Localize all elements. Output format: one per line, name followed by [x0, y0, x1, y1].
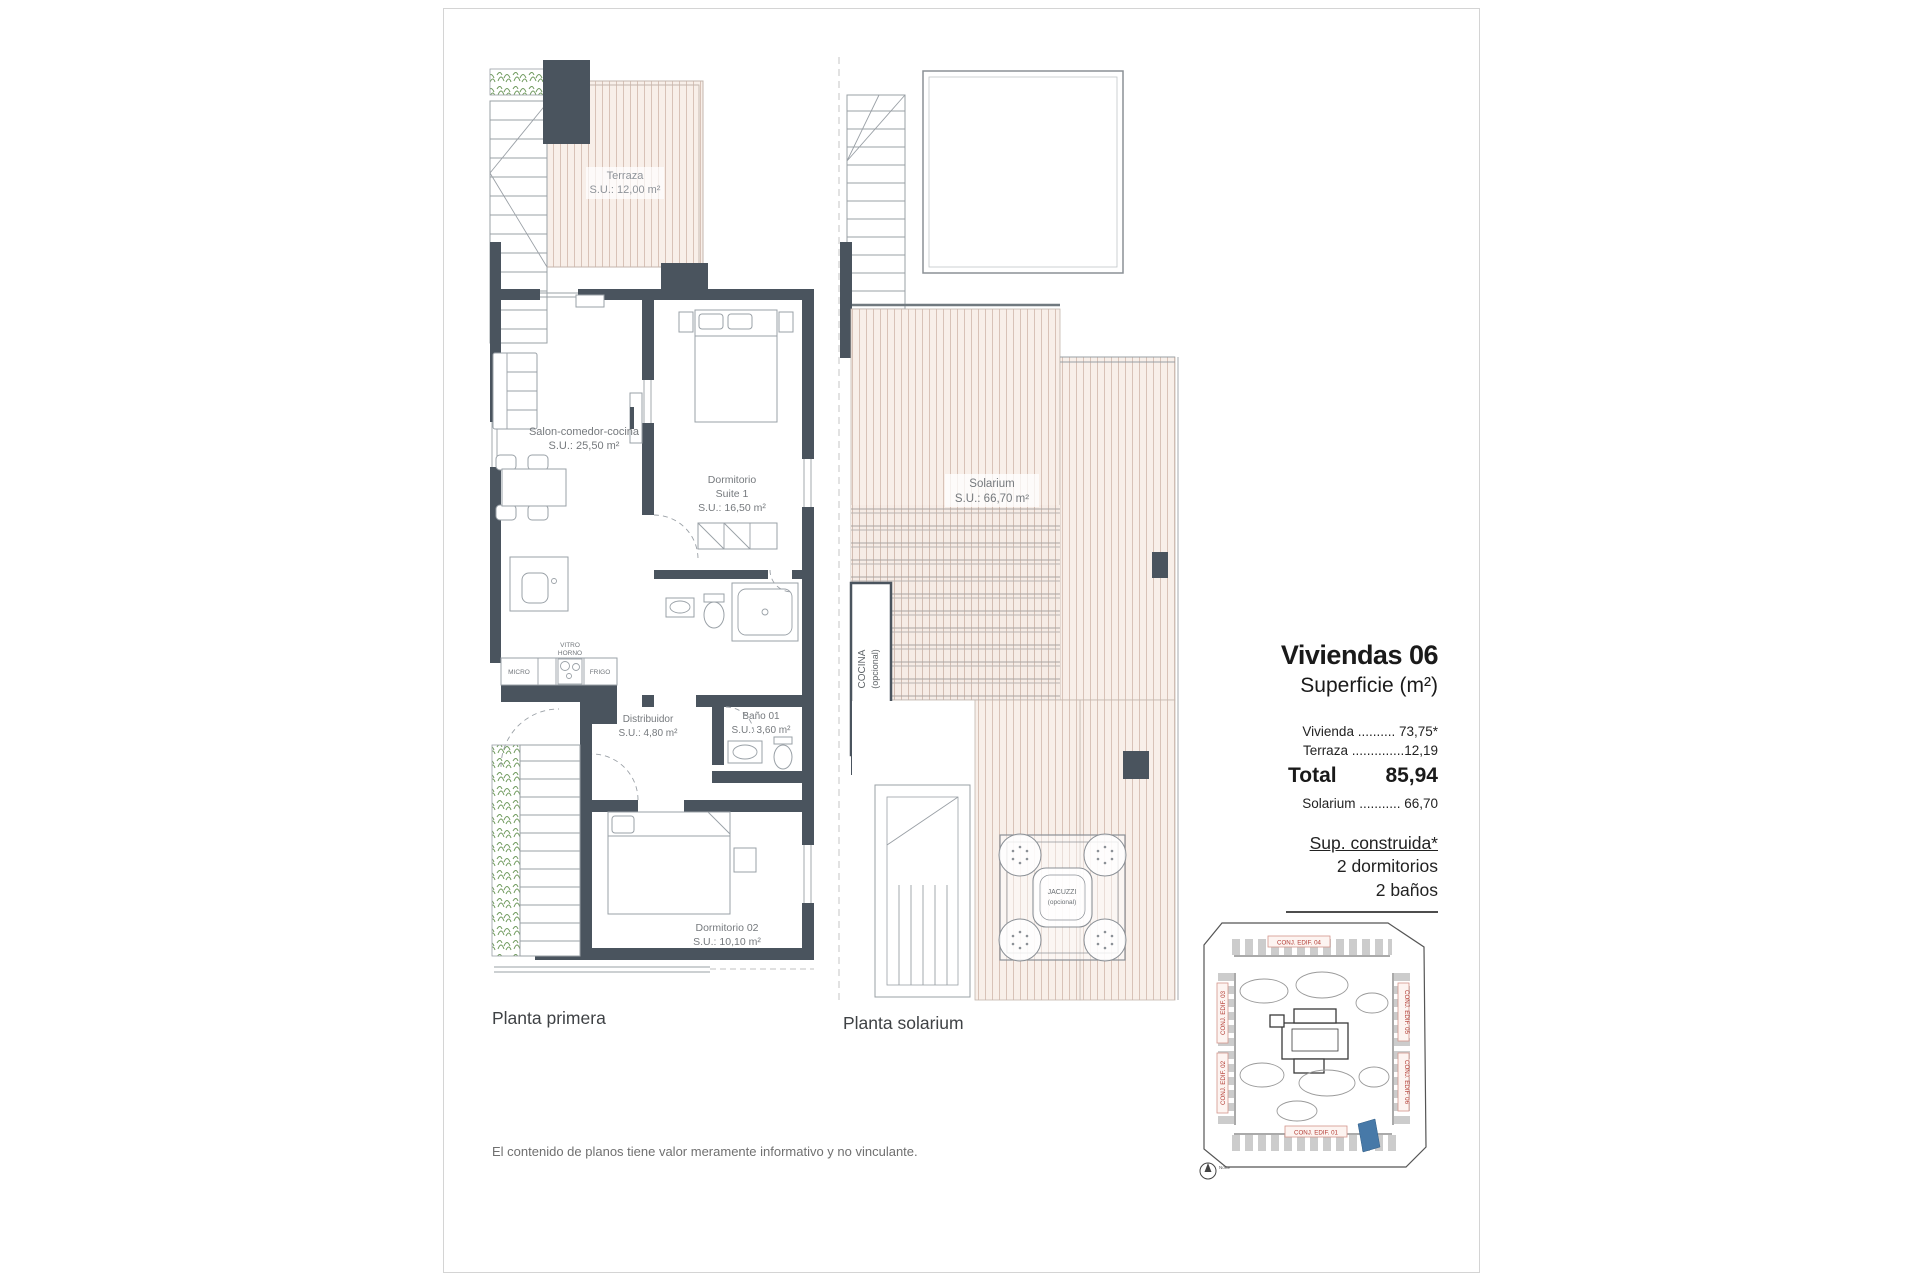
lower-staircase: [520, 745, 580, 956]
railing: [494, 967, 814, 972]
room-label-terraza: Terraza: [606, 170, 644, 182]
north-arrow-icon: [1200, 1163, 1231, 1179]
edif-03-label: CONJ. EDIF. 03: [1220, 990, 1227, 1036]
sideboard: [576, 295, 604, 307]
ensuite-fixtures: [666, 583, 798, 641]
info-panel: [1240, 640, 1438, 811]
toilet: [704, 594, 724, 602]
jacuzzi-sublabel: (opcional): [1047, 899, 1077, 906]
kitchen-island: [510, 557, 568, 611]
room-area-solarium: S.U.: 66,70 m²: [954, 493, 1030, 505]
room-label-salon: Salon-comedor-cocina: [528, 426, 640, 438]
edif-06-label: CONJ. EDIF. 06: [1403, 1059, 1410, 1105]
jacuzzi: [999, 834, 1126, 961]
suite-bed: [679, 310, 793, 422]
caption-planta-primera: Planta primera: [492, 1008, 606, 1028]
planta-solarium-plan: [835, 45, 1185, 1010]
garden-planter: [492, 745, 520, 956]
room-label-bano: Baño 01: [742, 711, 780, 722]
bano01-fixtures: [728, 737, 792, 769]
dining-table: [496, 455, 566, 520]
edif-02-label: CONJ. EDIF. 02: [1220, 1060, 1227, 1106]
total-row: [1288, 764, 1438, 788]
wall-segment: [840, 242, 852, 358]
jacuzzi-label: JACUZZI: [1047, 889, 1077, 896]
unit-title: Viviendas 06: [1280, 640, 1438, 670]
surface-row-solarium: Solarium ........... 66,70: [1302, 796, 1438, 811]
disclaimer: El contenido de planos tiene valor meramente informativo y no vinculante.: [492, 1144, 918, 1159]
planta-primera-plan: [480, 55, 836, 1015]
divider-rule: [1286, 911, 1438, 913]
north-label: Norte: [1219, 1165, 1231, 1170]
edif-05-label: CONJ. EDIF. 05: [1403, 989, 1410, 1035]
room-label-cocina: COCINA: [857, 649, 868, 689]
appliance-label-horno: HORNO: [557, 650, 583, 657]
edif-04-label: CONJ. EDIF. 04: [1276, 939, 1322, 947]
feature-banos: 2 baños: [1375, 880, 1438, 900]
appliance-label-frigo: FRIGO: [589, 669, 611, 676]
total-label: Total: [1288, 764, 1337, 787]
room-area-bano: S.U.: 3,60 m²: [731, 725, 791, 736]
feature-dormitorios: 2 dormitorios: [1336, 856, 1438, 876]
room-area-dorm2: S.U.: 10,10 m²: [693, 936, 761, 948]
construida-panel: [1240, 833, 1438, 913]
surface-subtitle: Superficie (m²): [1300, 674, 1438, 697]
surface-row-vivienda: Vivienda .......... 73,75*: [1302, 724, 1438, 739]
surface-row-terraza: Terraza ..............12,19: [1302, 743, 1438, 758]
room-label-solarium: Solarium: [969, 478, 1015, 490]
appliance-label-vitro: VITRO: [560, 642, 580, 649]
toilet: [774, 737, 792, 744]
room-area-distribuidor: S.U.: 4,80 m²: [618, 728, 678, 739]
edif-01-label: CONJ. EDIF. 01: [1293, 1129, 1339, 1137]
room-label-suite-1: Dormitorio: [707, 474, 757, 486]
room-area-terraza: S.U.: 12,00 m²: [589, 184, 661, 196]
room-sublabel-cocina: (opcional): [870, 649, 880, 689]
room-label-suite-2: Suite 1: [715, 488, 749, 500]
room-label-dorm2: Dormitorio 02: [695, 922, 759, 934]
solarium-staircase: [847, 95, 905, 338]
room-area-salon: S.U.: 25,50 m²: [548, 440, 620, 452]
caption-planta-solarium: Planta solarium: [843, 1013, 964, 1033]
room-area-suite: S.U.: 16,50 m²: [698, 502, 766, 514]
roof-opening: [923, 71, 1123, 273]
terrace-planter: [490, 69, 546, 95]
appliance-label-micro: MICRO: [508, 669, 530, 676]
dorm2-bed: [608, 812, 756, 914]
room-label-distribuidor: Distribuidor: [622, 714, 674, 725]
site-plan: [1192, 915, 1440, 1183]
wall-block: [1123, 751, 1149, 779]
wall-block: [1152, 552, 1168, 578]
lower-stair-shaft: [852, 701, 974, 1000]
sofa: [493, 353, 537, 429]
wardrobe: [698, 523, 777, 549]
total-value: 85,94: [1385, 764, 1438, 787]
construida-title: Sup. construida*: [1309, 833, 1438, 853]
